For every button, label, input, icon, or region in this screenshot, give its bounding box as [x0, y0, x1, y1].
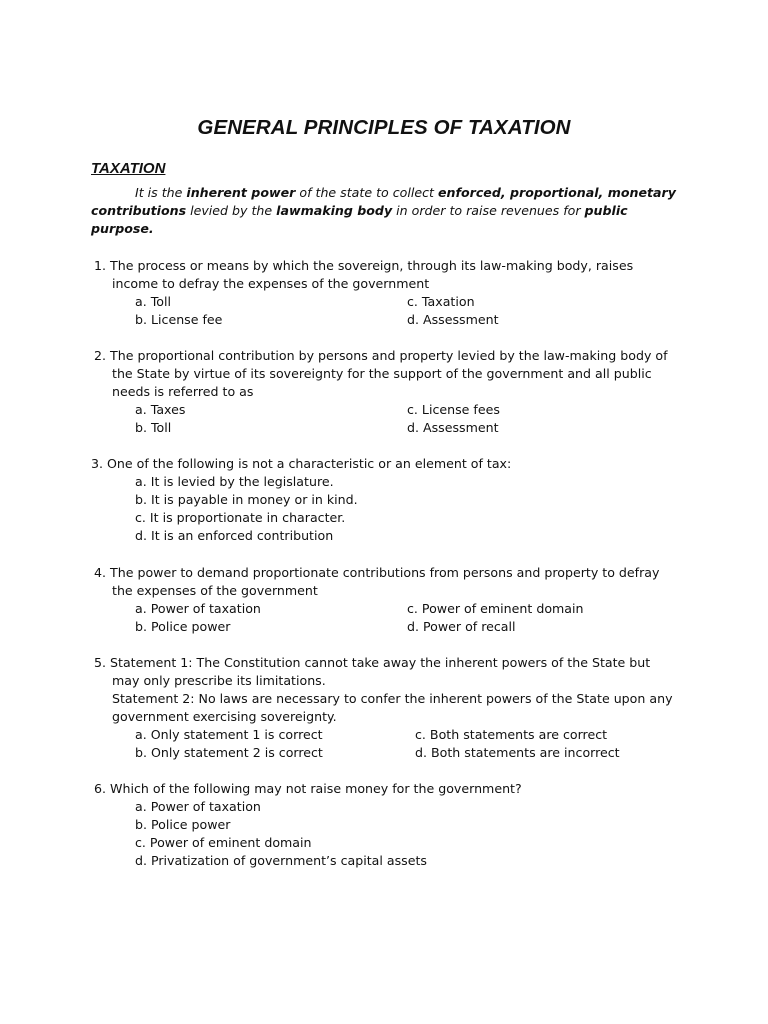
question-stem: may only prescribe its limitations. [112, 673, 326, 688]
question-stem: needs is referred to as [112, 384, 254, 399]
question-2 [94, 347, 694, 437]
option-a: a. Power of taxation [135, 799, 261, 814]
question-6 [94, 780, 694, 870]
question-3 [91, 455, 691, 545]
question-1 [94, 257, 694, 329]
question-5 [94, 654, 694, 762]
option-a: a. Only statement 1 is correct [135, 727, 323, 742]
definition-emphasis: public purpose [91, 203, 628, 236]
definition-emphasis: lawmaking body [276, 203, 393, 218]
question-stem: government exercising sovereignty. [112, 709, 337, 724]
question-stem: income to defray the expenses of the government [112, 276, 430, 291]
question-stem: 4. The power to demand proportionate contributions from persons and property to defray [94, 565, 660, 580]
option-d: d. Assessment [407, 312, 499, 327]
option-b: b. Toll [135, 420, 172, 435]
option-b: b. Police power [135, 817, 231, 832]
question-stem: 3. One of the following is not a characteristic or an element of tax: [91, 456, 512, 471]
question-4 [94, 564, 694, 636]
definition-text: levied by the [186, 203, 277, 218]
option-b: b. Only statement 2 is correct [135, 745, 323, 760]
option-b: b. It is payable in money or in kind. [135, 492, 358, 507]
option-b: b. Police power [135, 619, 231, 634]
definition-text: in order to raise revenues for [392, 203, 585, 218]
option-b: b. License fee [135, 312, 223, 327]
definition-paragraph [91, 184, 691, 238]
option-c: c. Taxation [407, 294, 475, 309]
option-a: a. It is levied by the legislature. [135, 474, 334, 489]
option-c: c. Both statements are correct [415, 727, 608, 742]
option-c: c. License fees [407, 402, 500, 417]
option-c: c. Power of eminent domain [135, 835, 312, 850]
question-stem: 2. The proportional contribution by persons and property levied by the law-making body of [94, 348, 668, 363]
option-c: c. It is proportionate in character. [135, 510, 346, 525]
option-d: d. Privatization of government’s capital assets [135, 853, 427, 868]
option-a: a. Toll [135, 294, 171, 309]
option-d: d. Both statements are incorrect [415, 745, 620, 760]
option-c: c. Power of eminent domain [407, 601, 584, 616]
definition-text: It is the [135, 185, 187, 200]
page-title: GENERAL PRINCIPLES OF TAXATION [197, 116, 571, 139]
definition-text: of the state to collect [295, 185, 438, 200]
definition-emphasis: inherent power [186, 185, 296, 200]
option-a: a. Power of taxation [135, 601, 261, 616]
question-stem: Statement 2: No laws are necessary to confer the inherent powers of the State upon any [112, 691, 673, 706]
definition-emphasis: enforced, proportional, monetary contributions [91, 185, 676, 218]
question-stem: the expenses of the government [112, 583, 318, 598]
option-d: d. Power of recall [407, 619, 516, 634]
question-stem: 6. Which of the following may not raise money for the government? [94, 781, 522, 796]
section-heading: TAXATION [91, 160, 166, 177]
question-stem: the State by virtue of its sovereignty for the support of the government and all public [112, 366, 652, 381]
option-d: d. It is an enforced contribution [135, 528, 334, 543]
definition-text: . [148, 221, 154, 236]
question-stem: 5. Statement 1: The Constitution cannot take away the inherent powers of the State but [94, 655, 651, 670]
option-a: a. Taxes [135, 402, 186, 417]
question-stem: 1. The process or means by which the sovereign, through its law-making body, raises [94, 258, 634, 273]
option-d: d. Assessment [407, 420, 499, 435]
